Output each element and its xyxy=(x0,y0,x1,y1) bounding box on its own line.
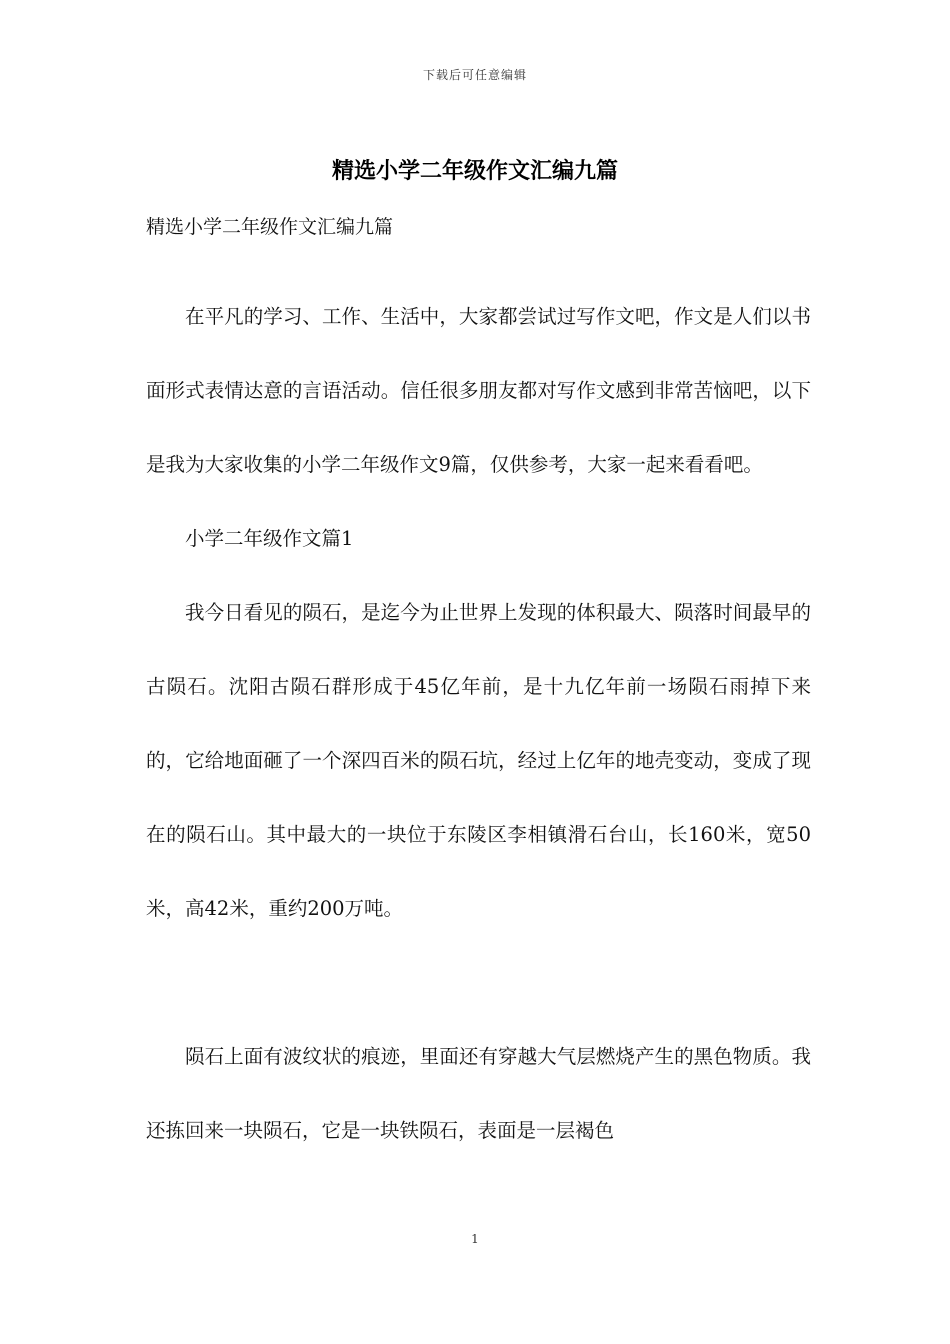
page-header-note: 下载后可任意编辑 xyxy=(422,68,527,82)
section-heading: 小学二年级作文篇1 xyxy=(185,527,354,550)
page-number: 1 xyxy=(471,1232,479,1246)
document-body xyxy=(146,280,811,1168)
document-subtitle: 精选小学二年级作文汇编九篇 xyxy=(146,216,394,238)
paragraph-meteorite: 我今日看见的陨石，是迄今为止世界上发现的体积最大、陨落时间最早的古陨石。沈阳古陨石群形成于45亿年前，是十九亿年前一场陨石雨掉下来的，它给地面砸了一个深四百米的陨石坑，经过上亿年的地壳变动，变成了现在的陨石山。其中最大的一块位于东陵区李相镇滑石台山，长160米，宽50米，高42米，重约200万吨。 xyxy=(146,601,811,920)
paragraph-intro: 在平凡的学习、工作、生活中，大家都尝试过写作文吧，作文是人们以书面形式表情达意的言语活动。信任很多朋友都对写作文感到非常苦恼吧，以下是我为大家收集的小学二年级作文9篇，仅供参考，大家一起来看看吧。 xyxy=(146,305,811,476)
document-title: 精选小学二年级作文汇编九篇 xyxy=(331,158,618,184)
paragraph-meteorite-continued: 陨石上面有波纹状的痕迹，里面还有穿越大气层燃烧产生的黑色物质。我还拣回来一块陨石，它是一块铁陨石，表面是一层褐色 xyxy=(146,1045,811,1142)
